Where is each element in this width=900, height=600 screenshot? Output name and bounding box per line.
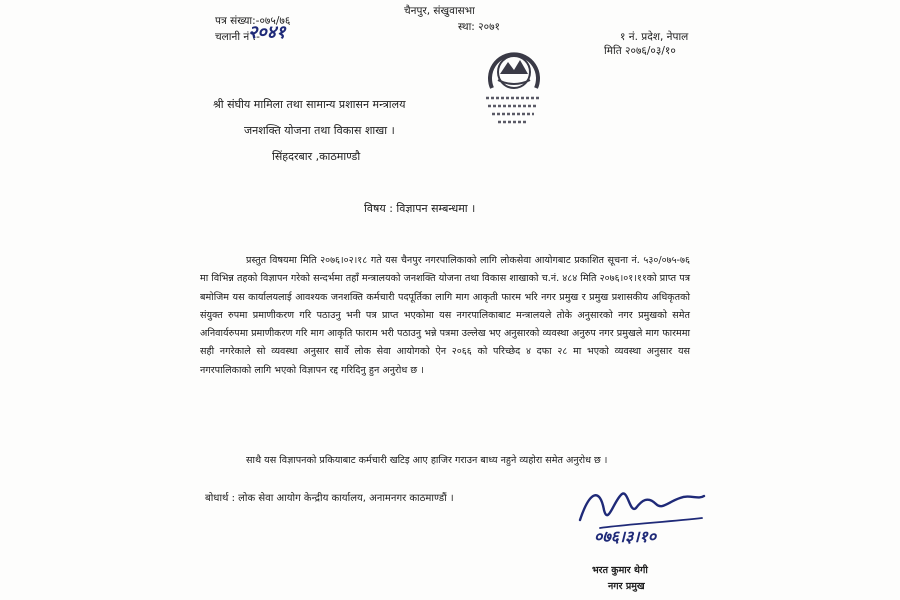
signer-name: भरत कुमार थेगी — [592, 565, 648, 576]
carbon-copy-line: बोधार्थ : लोक सेवा आयोग केन्द्रीय कार्यालय, अनामनगर काठमाण्डौं । — [205, 493, 454, 504]
office-location: चैनपुर, संखुवासभा — [404, 5, 475, 17]
recipient-section: जनशक्ति योजना तथा विकास शाखा । — [244, 124, 395, 137]
reference-number: पत्र संख्या:-०७५/७६ — [215, 15, 291, 27]
signature-date: ०७६।३।१० — [594, 527, 657, 546]
letter-date: मिति २०७६/०३/१० — [604, 45, 676, 57]
province-line: १ नं. प्रदेश, नेपाल — [620, 31, 689, 43]
signer-title: नगर प्रमुख — [608, 581, 645, 592]
municipality-seal — [478, 36, 548, 130]
recipient-location: सिंहदरबार ,काठमाण्डौ — [272, 150, 361, 163]
dispatch-label: चलानी नं :- — [215, 31, 260, 43]
body-paragraph: साथै यस विज्ञापनको प्रकियाबाट कर्मचारी खटिइ आए हाजिर गराउन बाध्य नहुने व्यहोरा समेत अनुरोध छ । — [246, 455, 608, 466]
established-year: स्था: २०७१ — [458, 21, 501, 33]
body-paragraph: प्रस्तुत विषयमा मिति २०७६।०२।१८ गते यस चैनपुर नगरपालिकाको लागि लोकसेवा आयोगबाट प्रकाशित सूचना नं. ५३०/०७५-७६ मा विभिन्न तहको विज्ञापन गरेको सन्दर्भमा तहाँ मन्त्रालयको जनशक्ति योजना तथा विकास शाखाको च.नं. ४८४ मिति २०७६।०१।११को प्राप्त पत्र बमोजिम यस कार्यालयलाई आवश्यक जनशक्ति कर्मचारी पदपूर्तिका लागि माग आकृती फारम भरि नगर प्रमुख र प्रमुख प्रशासकीय अधिकृतको संयुक्त रुपमा प्रमाणीकरण गरि पठाउनु भनी पत्र प्राप्त भएकोमा यस नगरपालिकाबाट मन्त्रालयले तोके अनुसारको नगर प्रमुखको समेत अनिवार्यरुपमा प्रमाणीकरण गरि माग आकृति फाराम भरी पठाउनु भन्ने पत्रमा उल्लेख भए अनुसारको व्यवस्था अनुरुप नगर प्रमुखले माग फारममा सही नगरेकाले सो व्यवस्था अनुसार सार्वे लोक सेवा आयोगको ऐन २०६६ को परिच्छेद ४ दफा २८ मा भएको व्यवस्था अनुसार यस नगरपालिकाको लागि भएको विज्ञापन रद्द गरिदिनु हुन अनुरोध छ । — [200, 255, 690, 376]
recipient-ministry: श्री संघीय मामिला तथा सामान्य प्रशासन मन्त्रालय — [213, 98, 406, 111]
dispatch-number: २०४१ — [248, 22, 286, 43]
letter-subject: विषय : विज्ञापन सम्बन्धमा । — [364, 202, 476, 215]
